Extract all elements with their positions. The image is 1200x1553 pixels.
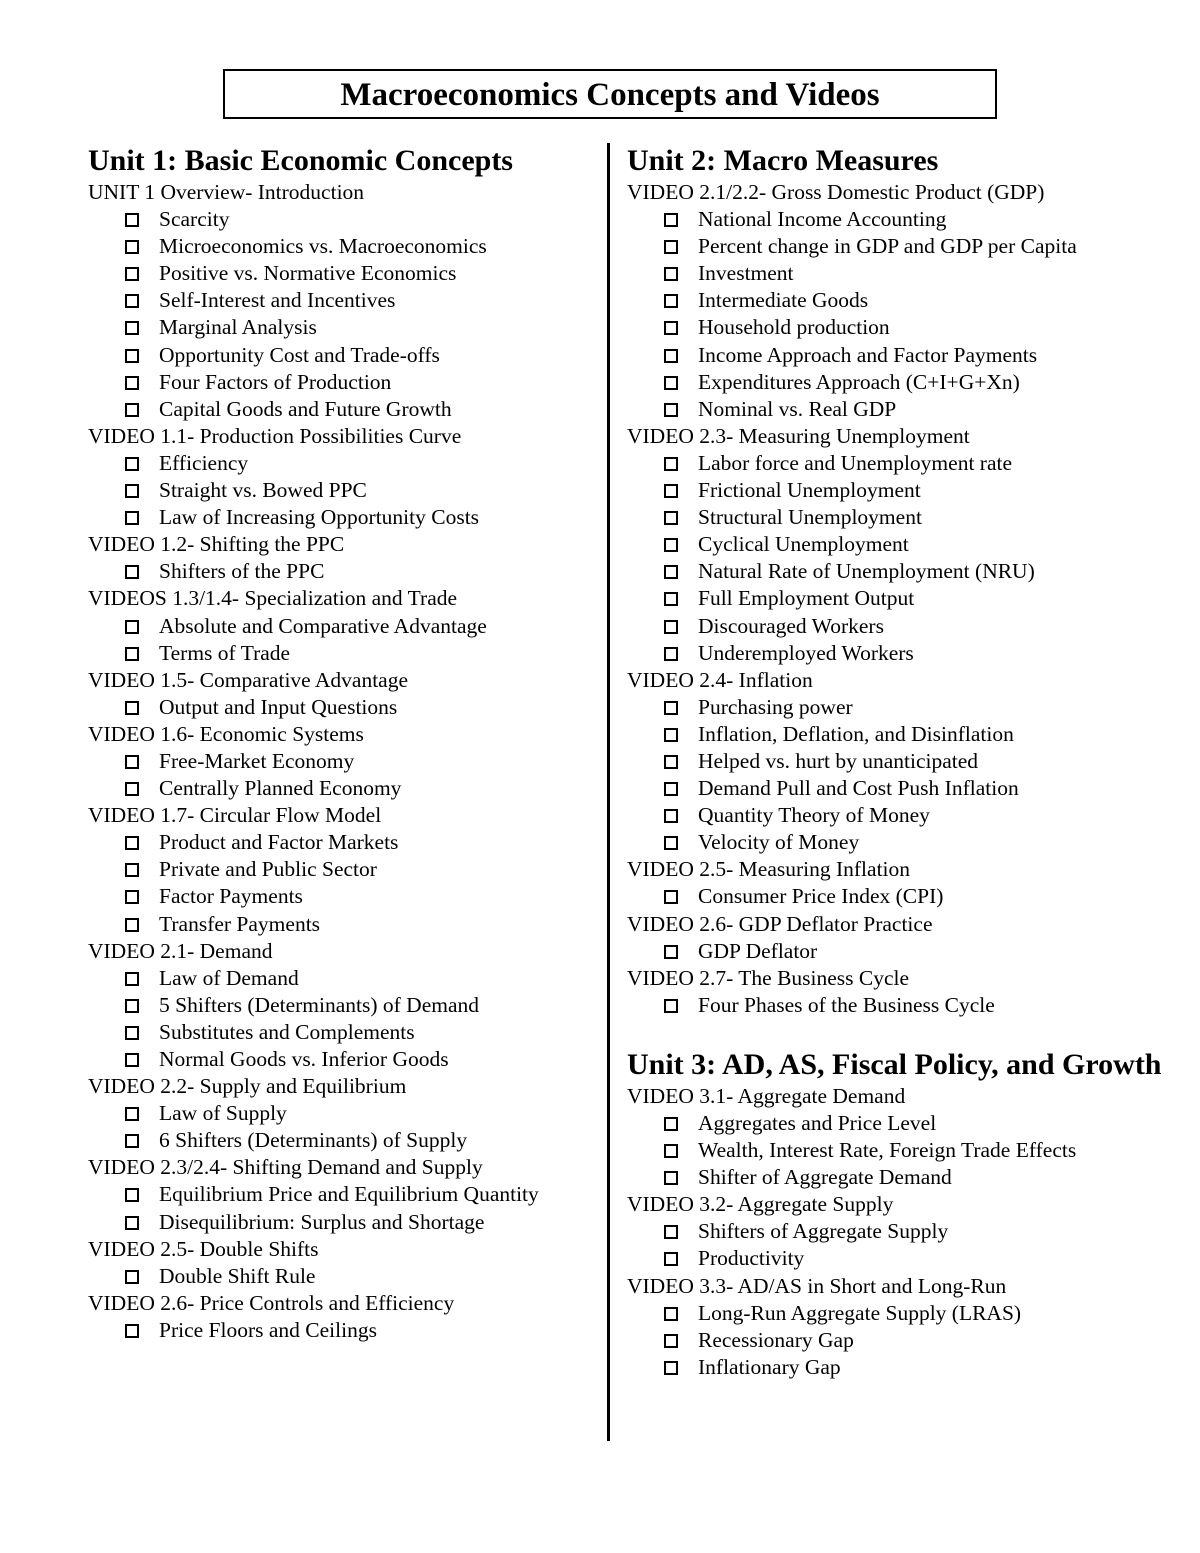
video-title: VIDEO 1.5- Comparative Advantage (88, 667, 409, 692)
checkbox-icon[interactable] (125, 999, 139, 1013)
checkbox-icon[interactable] (125, 647, 139, 661)
checklist-item (88, 965, 598, 992)
checklist-item-label: Absolute and Comparative Advantage (159, 613, 487, 638)
checkbox-icon[interactable] (664, 620, 678, 634)
checklist-item-label: Terms of Trade (159, 640, 291, 665)
checklist-item-label: 5 Shifters (Determinants) of Demand (159, 992, 480, 1017)
checklist-item-label: Frictional Unemployment (698, 478, 921, 503)
checklist-item-label: Shifters of Aggregate Supply (698, 1219, 949, 1244)
video-title: VIDEO 2.6- GDP Deflator Practice (627, 911, 933, 936)
checklist-item-label: Substitutes and Complements (159, 1019, 415, 1044)
checklist-item (627, 721, 1187, 748)
video-title: VIDEO 3.2- Aggregate Supply (627, 1192, 894, 1217)
checkbox-icon[interactable] (125, 890, 139, 904)
checklist-item (88, 775, 598, 802)
checklist-item-label: Wealth, Interest Rate, Foreign Trade Effects (698, 1138, 1077, 1163)
checklist-item-label: Efficiency (159, 450, 249, 475)
checkbox-icon[interactable] (125, 321, 139, 335)
checklist-item (88, 883, 598, 910)
video-title: VIDEO 2.5- Measuring Inflation (627, 857, 911, 882)
video-title: VIDEO 2.5- Double Shifts (88, 1236, 319, 1261)
checklist-item-label: Recessionary Gap (698, 1327, 854, 1352)
checklist-item (88, 477, 598, 504)
checklist-item-label: Natural Rate of Unemployment (NRU) (698, 559, 1035, 584)
checklist-item (627, 640, 1187, 667)
unit-heading: Unit 3: AD, AS, Fiscal Policy, and Growth (627, 1047, 1162, 1081)
video-title: VIDEO 2.1- Demand (88, 938, 273, 963)
checklist-item-label: Shifters of the PPC (159, 559, 325, 584)
checklist-item (88, 1100, 598, 1127)
left-column (88, 143, 598, 1344)
checklist-item-label: Discouraged Workers (698, 613, 884, 638)
checklist-item-label: Law of Demand (159, 965, 299, 990)
checkbox-icon[interactable] (125, 294, 139, 308)
checklist-item-label: Equilibrium Price and Equilibrium Quantity (159, 1182, 539, 1207)
checklist-item-label: Demand Pull and Cost Push Inflation (698, 776, 1019, 801)
checkbox-icon[interactable] (664, 376, 678, 390)
checklist-item (627, 477, 1187, 504)
checkbox-icon[interactable] (664, 728, 678, 742)
checklist-item-label: Intermediate Goods (698, 288, 869, 313)
checkbox-icon[interactable] (664, 782, 678, 796)
checklist-item-label: Income Approach and Factor Payments (698, 342, 1038, 367)
checkbox-icon[interactable] (125, 484, 139, 498)
checkbox-icon[interactable] (125, 1134, 139, 1148)
checkbox-icon[interactable] (664, 1361, 678, 1375)
checklist-item (627, 206, 1187, 233)
checklist-item (627, 342, 1187, 369)
checklist-item (627, 1218, 1187, 1245)
checklist-item (88, 748, 598, 775)
checklist-item-label: Underemployed Workers (698, 640, 914, 665)
checklist-item (627, 585, 1187, 612)
checklist-item-label: Expenditures Approach (C+I+G+Xn) (698, 369, 1020, 394)
checklist-item-label: Quantity Theory of Money (698, 803, 930, 828)
checklist-item-label: Nominal vs. Real GDP (698, 396, 897, 421)
checklist-item-label: Factor Payments (159, 884, 303, 909)
checklist-item (88, 829, 598, 856)
checklist-item (627, 613, 1187, 640)
checkbox-icon[interactable] (664, 294, 678, 308)
checkbox-icon[interactable] (664, 321, 678, 335)
checkbox-icon[interactable] (664, 836, 678, 850)
checklist-item-label: Price Floors and Ceilings (159, 1317, 377, 1342)
checkbox-icon[interactable] (125, 1216, 139, 1230)
checklist-item-label: Cyclical Unemployment (698, 532, 909, 557)
video-title: VIDEO 1.2- Shifting the PPC (88, 532, 345, 557)
checklist-item (627, 992, 1187, 1019)
checklist-item (627, 504, 1187, 531)
checklist-item-label: National Income Accounting (698, 207, 947, 232)
checklist-item-label: Centrally Planned Economy (159, 776, 402, 801)
checklist-item-label: Four Phases of the Business Cycle (698, 992, 995, 1017)
video-title: VIDEO 2.3/2.4- Shifting Demand and Supply (88, 1155, 483, 1180)
checklist-item-label: Purchasing power (698, 694, 853, 719)
checkbox-icon[interactable] (125, 620, 139, 634)
checkbox-icon[interactable] (125, 1053, 139, 1067)
checkbox-icon[interactable] (664, 1117, 678, 1131)
checkbox-icon[interactable] (664, 701, 678, 715)
checklist-item (627, 369, 1187, 396)
checklist-item (88, 613, 598, 640)
checkbox-icon[interactable] (664, 538, 678, 552)
checkbox-icon[interactable] (664, 213, 678, 227)
checklist-item-label: Disequilibrium: Surplus and Shortage (159, 1209, 485, 1234)
checkbox-icon[interactable] (664, 484, 678, 498)
checklist-item-label: Long-Run Aggregate Supply (LRAS) (698, 1300, 1022, 1325)
checklist-item-label: Productivity (698, 1246, 805, 1271)
checkbox-icon[interactable] (125, 565, 139, 579)
checklist-item-label: Self-Interest and Incentives (159, 288, 396, 313)
checklist-item (88, 314, 598, 341)
checklist-item (88, 640, 598, 667)
checklist-item (627, 1354, 1187, 1381)
checklist-item-label: Double Shift Rule (159, 1263, 316, 1288)
checklist-item (627, 260, 1187, 287)
checklist-item-label: Law of Increasing Opportunity Costs (159, 505, 480, 530)
checklist-item-label: Percent change in GDP and GDP per Capita (698, 234, 1077, 259)
checklist-item (627, 694, 1187, 721)
checklist-item (627, 233, 1187, 260)
checklist-item-label: Private and Public Sector (159, 857, 377, 882)
checkbox-icon[interactable] (664, 457, 678, 471)
checkbox-icon[interactable] (125, 267, 139, 281)
checklist-item (88, 206, 598, 233)
checklist-item (627, 531, 1187, 558)
checkbox-icon[interactable] (125, 1026, 139, 1040)
checkbox-icon[interactable] (664, 890, 678, 904)
checklist-item (627, 1245, 1187, 1272)
checklist-item-label: Positive vs. Normative Economics (159, 261, 457, 286)
checklist-item-label: Output and Input Questions (159, 694, 398, 719)
checklist-item-label: Opportunity Cost and Trade-offs (159, 342, 440, 367)
checkbox-icon[interactable] (664, 240, 678, 254)
checkbox-icon[interactable] (125, 1324, 139, 1338)
checkbox-icon[interactable] (664, 403, 678, 417)
checkbox-icon[interactable] (664, 511, 678, 525)
checklist-item (88, 342, 598, 369)
checkbox-icon[interactable] (125, 376, 139, 390)
checklist-item (627, 1300, 1187, 1327)
checkbox-icon[interactable] (664, 1225, 678, 1239)
checklist-item-label: Shifter of Aggregate Demand (698, 1165, 952, 1190)
checkbox-icon[interactable] (125, 755, 139, 769)
checkbox-icon[interactable] (125, 457, 139, 471)
checklist-item-label: Full Employment Output (698, 586, 915, 611)
checkbox-icon[interactable] (125, 782, 139, 796)
checkbox-icon[interactable] (125, 1107, 139, 1121)
video-title: VIDEO 2.1/2.2- Gross Domestic Product (GDP) (627, 180, 1045, 204)
checklist-item (88, 992, 598, 1019)
checklist-item (88, 450, 598, 477)
checklist-item (88, 1317, 598, 1344)
checkbox-icon[interactable] (664, 592, 678, 606)
checklist-item (627, 1110, 1187, 1137)
checklist-item-label: Investment (698, 261, 794, 286)
checklist-item (88, 694, 598, 721)
video-title: VIDEO 1.7- Circular Flow Model (88, 803, 382, 828)
checklist-item (627, 883, 1187, 910)
checklist-item (88, 1019, 598, 1046)
checklist-item (627, 396, 1187, 423)
checkbox-icon[interactable] (664, 1334, 678, 1348)
checklist-item-label: Law of Supply (159, 1101, 287, 1126)
checklist-item (627, 829, 1187, 856)
checklist-item (88, 911, 598, 938)
checklist-item (88, 260, 598, 287)
checklist-item-label: Microeconomics vs. Macroeconomics (159, 234, 487, 259)
checklist-item (88, 558, 598, 585)
checklist-item (627, 558, 1187, 585)
checklist-item-label: Normal Goods vs. Inferior Goods (159, 1047, 449, 1071)
video-title: VIDEO 3.3- AD/AS in Short and Long-Run (627, 1273, 1007, 1298)
video-title: VIDEO 2.6- Price Controls and Efficiency (88, 1290, 455, 1315)
checklist-item (627, 1327, 1187, 1354)
checklist-item-label: Product and Factor Markets (159, 830, 399, 855)
checklist-item-label: Structural Unemployment (698, 505, 922, 530)
checkbox-icon[interactable] (664, 565, 678, 579)
checkbox-icon[interactable] (664, 647, 678, 661)
checklist-item (88, 1263, 598, 1290)
video-title: VIDEO 2.7- The Business Cycle (627, 965, 910, 990)
checklist-item-label: Helped vs. hurt by unanticipated (698, 748, 979, 773)
checkbox-icon[interactable] (664, 1144, 678, 1158)
checkbox-icon[interactable] (125, 213, 139, 227)
video-title: VIDEO 3.1- Aggregate Demand (627, 1083, 906, 1108)
checkbox-icon[interactable] (664, 1252, 678, 1266)
checklist-item (88, 1046, 598, 1073)
column-divider (607, 143, 610, 1441)
checklist-item (627, 938, 1187, 965)
checkbox-icon[interactable] (125, 918, 139, 932)
video-title: VIDEO 1.1- Production Possibilities Curve (88, 423, 462, 448)
checklist-item-label: Inflationary Gap (698, 1354, 841, 1379)
right-column (627, 143, 1187, 1381)
checklist-item-label: 6 Shifters (Determinants) of Supply (159, 1128, 468, 1153)
checkbox-icon[interactable] (125, 1188, 139, 1202)
checklist-item (88, 1209, 598, 1236)
checklist-item (88, 1181, 598, 1208)
checkbox-icon[interactable] (664, 267, 678, 281)
checkbox-icon[interactable] (125, 403, 139, 417)
checkbox-icon[interactable] (125, 511, 139, 525)
checklist-item-label: Household production (698, 315, 890, 340)
checkbox-icon[interactable] (125, 240, 139, 254)
checklist-item (88, 369, 598, 396)
checklist-item (627, 287, 1187, 314)
checklist-item (627, 314, 1187, 341)
checklist-item (627, 802, 1187, 829)
unit-heading: Unit 1: Basic Economic Concepts (88, 144, 513, 177)
checklist-item-label: GDP Deflator (698, 938, 818, 963)
checklist-item-label: Capital Goods and Future Growth (159, 396, 452, 421)
checklist-item-label: Scarcity (159, 207, 230, 232)
video-title: VIDEO 2.3- Measuring Unemployment (627, 423, 970, 448)
checkbox-icon[interactable] (664, 349, 678, 363)
page-title: Macroeconomics Concepts and Videos (223, 69, 997, 119)
checkbox-icon[interactable] (664, 1171, 678, 1185)
checkbox-icon[interactable] (125, 1270, 139, 1284)
checklist-item-label: Aggregates and Price Level (698, 1111, 937, 1135)
checkbox-icon[interactable] (125, 836, 139, 850)
checklist-item (88, 396, 598, 423)
checkbox-icon[interactable] (664, 999, 678, 1013)
checkbox-icon[interactable] (664, 809, 678, 823)
video-title: VIDEO 2.4- Inflation (627, 667, 813, 692)
video-title: VIDEO 2.2- Supply and Equilibrium (88, 1074, 407, 1099)
checklist-item-label: Four Factors of Production (159, 369, 392, 394)
video-title: VIDEOS 1.3/1.4- Specialization and Trade (88, 586, 458, 611)
checklist-item-label: Straight vs. Bowed PPC (159, 478, 367, 503)
checklist-item-label: Velocity of Money (698, 830, 860, 855)
checkbox-icon[interactable] (125, 972, 139, 986)
video-title: UNIT 1 Overview- Introduction (88, 180, 365, 204)
checklist-item (88, 1127, 598, 1154)
checklist-item (88, 504, 598, 531)
checkbox-icon[interactable] (664, 1307, 678, 1321)
checklist-item (88, 856, 598, 883)
checklist-item-label: Inflation, Deflation, and Disinflation (698, 721, 1014, 746)
checklist-item (627, 748, 1187, 775)
video-title: VIDEO 1.6- Economic Systems (88, 721, 364, 746)
checkbox-icon[interactable] (125, 349, 139, 363)
checklist-item-label: Labor force and Unemployment rate (698, 450, 1013, 475)
checklist-item-label: Marginal Analysis (159, 315, 317, 340)
checklist-item (627, 775, 1187, 802)
checkbox-icon[interactable] (125, 863, 139, 877)
checklist-item (88, 287, 598, 314)
checkbox-icon[interactable] (664, 755, 678, 769)
checklist-item-label: Free-Market Economy (159, 748, 355, 773)
checklist-item-label: Transfer Payments (159, 911, 321, 936)
unit-heading: Unit 2: Macro Measures (627, 144, 939, 177)
checklist-item (627, 1164, 1187, 1191)
checklist-item (88, 233, 598, 260)
checklist-item (627, 450, 1187, 477)
checklist-item-label: Consumer Price Index (CPI) (698, 884, 944, 909)
checklist-item (627, 1137, 1187, 1164)
checkbox-icon[interactable] (125, 701, 139, 715)
checkbox-icon[interactable] (664, 945, 678, 959)
